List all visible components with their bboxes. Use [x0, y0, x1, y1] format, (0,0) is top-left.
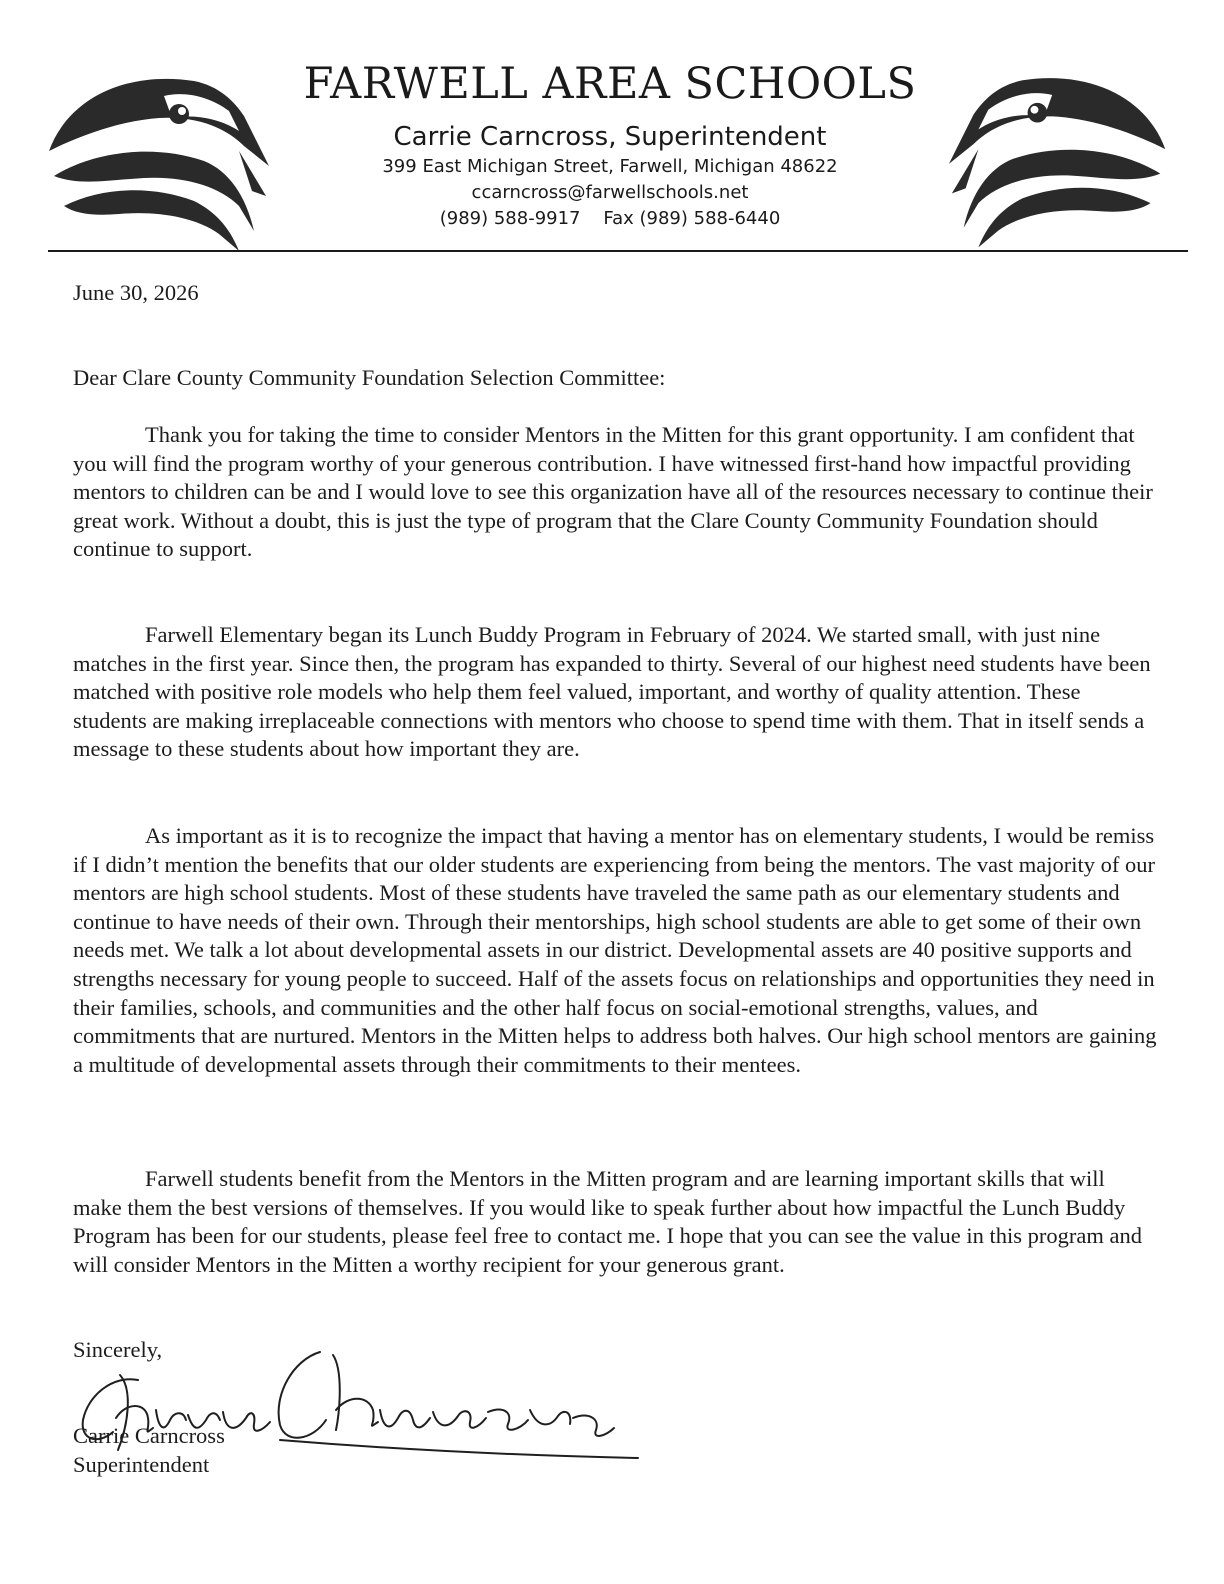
- email-line: ccarncross@farwellschools.net: [471, 182, 749, 203]
- superintendent-line: Carrie Carncross, Superintendent: [393, 122, 827, 152]
- eagle-head-icon: [944, 54, 1180, 254]
- body-paragraph: Farwell Elementary began its Lunch Buddy Program in February of 2024. We started small, with just nine matches in the first year. Since then, the program has expanded to thirty. Several of our highest need students have been matched with positive role models who help them feel valued, important, and worthy of quality attention. These students are making irreplaceable connections with mentors who choose to spend time with them. That in itself sends a message to these students about how important they are.: [73, 622, 1151, 762]
- body-paragraph: Farwell students benefit from the Mentors in the Mitten program and are learning important skills that will make them the best versions of themselves. If you would like to speak further about how impactful the Lunch Buddy Program has been for our students, please feel free to contact me. I hope that you can see the value in this program and will consider Mentors in the Mitten a worthy recipient for your generous grant.: [73, 1166, 1143, 1277]
- phone-fax-line: (989) 588-9917 Fax (989) 588-6440: [439, 208, 781, 229]
- letter-date: June 30, 2026: [73, 280, 199, 305]
- school-name: FARWELL AREA SCHOOLS: [303, 59, 917, 109]
- address-line: 399 East Michigan Street, Farwell, Michigan 48622: [382, 156, 838, 177]
- closing: Sincerely,: [73, 1337, 163, 1362]
- body-paragraph: Thank you for taking the time to consider Mentors in the Mitten for this grant opportunity. I am confident that you will find the program worthy of your generous contribution. I have witnessed first-hand how impactful providing mentors to children can be and I would love to see this organization have all of the resources necessary to continue their great work. Without a doubt, this is just the type of program that the Clare County Community Foundation should continue to support.: [73, 422, 1153, 562]
- letterhead-text: [260, 58, 960, 232]
- signer-name: Carrie Carncross: [73, 1423, 225, 1448]
- salutation: Dear Clare County Community Foundation Selection Committee:: [73, 365, 666, 390]
- letterhead: [0, 40, 1224, 260]
- eagle-head-icon: [34, 56, 274, 256]
- signer-title: Superintendent: [73, 1452, 210, 1477]
- body-paragraph: As important as it is to recognize the impact that having a mentor has on elementary students, I would be remiss if I didn’t mention the benefits that our older students are experiencing from being the mentors. The vast majority of our mentors are high school students. Most of these students have traveled the same path as our elementary students and continue to have needs of their own. Through their mentorships, high school students are able to get some of their own needs met. We talk a lot about developmental assets in our district. Developmental assets are 40 positive supports and strengths necessary for young people to succeed. Half of the assets focus on relationships and opportunities they need in their families, schools, and communities and the other half focus on social-emotional strengths, values, and commitments that are nurtured. Mentors in the Mitten helps to address both halves. Our high school mentors are gaining a multitude of developmental assets through their commitments to their mentees.: [73, 823, 1157, 1077]
- letterhead-divider: [48, 250, 1188, 252]
